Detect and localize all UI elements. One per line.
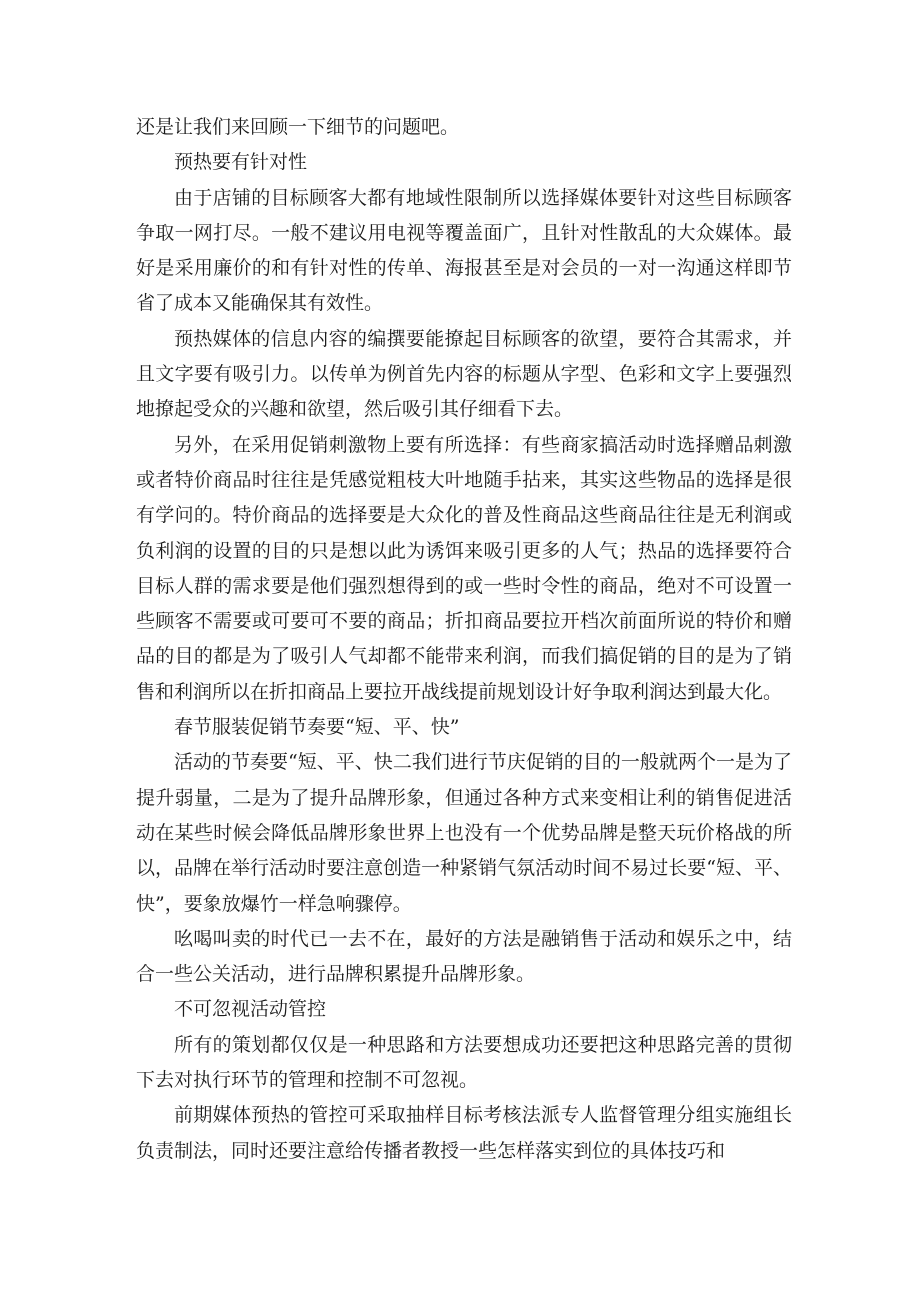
paragraph-media-content: 预热媒体的信息内容的编撰要能撩起目标顾客的欲望，要符合其需求，并且文字要有吸引力。以传单为例首先内容的标题从字型、色彩和文字上要强烈地撩起受众的兴趣和欲望，然后吸引其仔细看下去。 [136, 327, 792, 421]
paragraph-promotion-items: 另外，在采用促销刺激物上要有所选择：有些商家搞活动时选择赠品刺激或者特价商品时往往是凭感觉粗枝大叶地随手拈来，其实这些物品的选择是很有学问的。特价商品的选择要是大众化的普及性商品这些商品往往是无利润或负利润的设置的目的只是想以此为诱饵来吸引更多的人气；热品的选择要符合目标人群的需求要是他们强烈想得到的或一些时令性的商品，绝对不可设置一些顾客不需要或可要可不要的商品；折扣商品要拉开档次前面所说的特价和赠品的目的都是为了吸引人气却都不能带来利润，而我们搞促销的目的是为了销售和利润所以在折扣商品上要拉开战线提前规划设计好争取利润达到最大化。 [136, 433, 792, 703]
document-body [136, 110, 792, 1169]
section-heading-control: 不可忽视活动管控 [174, 998, 327, 1021]
paragraph-entertainment: 吆喝叫卖的时代已一去不在，最好的方法是融销售于活动和娱乐之中，结合一些公关活动，进行品牌积累提升品牌形象。 [136, 927, 792, 986]
paragraph-rhythm: 活动的节奏要“短、平、快二我们进行节庆促销的目的一般就两个一是为了提升弱量，二是为了提升品牌形象，但通过各种方式来变相让利的销售促进活动在某些时候会降低品牌形象世界上也没有一个优势品牌是整天玩价格战的所以，品牌在举行活动时要注意创造一种紧销气氛活动时间不易过长要“短、平、快”，要象放爆竹一样急响骤停。 [136, 751, 792, 915]
paragraph-media-control: 前期媒体预热的管控可采取抽样目标考核法派专人监督管理分组实施组长负责制法，同时还要注意给传播者教授一些怎样落实到位的具体技巧和 [136, 1104, 792, 1162]
paragraph-intro: 还是让我们来回顾一下细节的问题吧。 [136, 116, 460, 138]
section-heading-preheat: 预热要有针对性 [174, 151, 308, 174]
paragraph-planning: 所有的策划都仅仅是一种思路和方法要想成功还要把这种思路完善的贯彻下去对执行环节的管理和控制不可忽视。 [136, 1033, 792, 1092]
section-heading-rhythm: 春节服装促销节奏要“短、平、快” [174, 716, 460, 739]
paragraph-media-targeting: 由于店铺的目标顾客大都有地域性限制所以选择媒体要针对这些目标顾客争取一网打尽。一般不建议用电视等覆盖面广，且针对性散乱的大众媒体。最好是采用廉价的和有针对性的传单、海报甚至是对会员的一对一沟通这样即节省了成本又能确保其有效性。 [136, 186, 792, 315]
